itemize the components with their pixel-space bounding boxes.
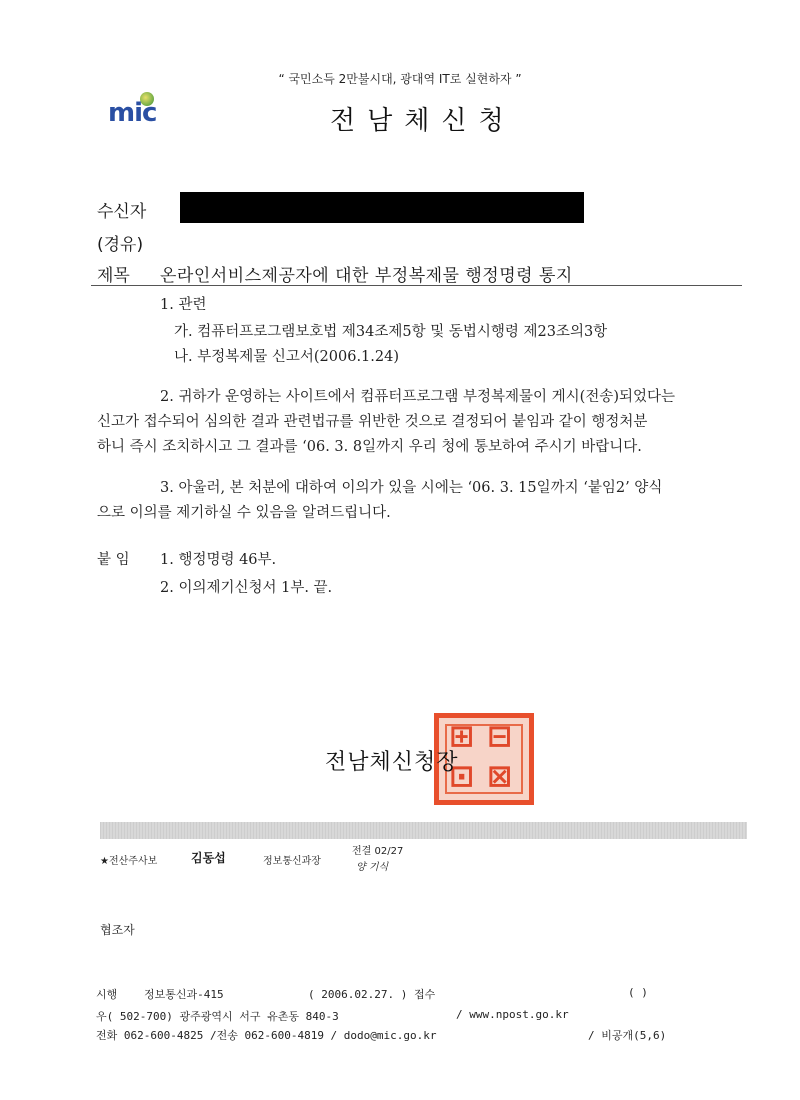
slogan: “ 국민소득 2만불시대, 광대역 IT로 실현하자 ” [278, 72, 522, 86]
p3-line-2: 으로 이의를 제기하실 수 있음을 알려드립니다. [97, 505, 391, 521]
p1-item-a: 가. 컴퓨터프로그램보호법 제34조제5항 및 동법시행령 제23조의3항 [174, 324, 608, 340]
enforce-date: ( 2006.02.27. ) 접수 [308, 988, 436, 1001]
signature-title: 전남체신청장 [325, 750, 459, 775]
p2-line-2: 신고가 접수되어 심의한 결과 관련법규를 위반한 것으로 결정되어 붙임과 같이 행정처분 [97, 414, 648, 430]
enforce-number: 정보통신과-415 [144, 988, 224, 1001]
attachments-label: 붙 임 [97, 552, 130, 568]
drafter-name: 김동섭 [191, 851, 226, 865]
p2-line-3: 하니 즉시 조치하시고 그 결과를 ‘06. 3. 8일까지 우리 청에 통보하여 주시기 바랍니다. [97, 439, 642, 455]
p1-title: 1. 관련 [160, 297, 207, 313]
decision-label: 전결 02/27 [352, 846, 404, 857]
mic-logo [106, 92, 170, 132]
redacted-recipient [180, 192, 584, 223]
subject-label: 제목 [97, 266, 130, 286]
recipient-label: 수신자 [97, 202, 147, 222]
via-label: (경유) [97, 235, 144, 255]
website: / www.npost.go.kr [456, 1008, 569, 1021]
disclosure: / 비공개(5,6) [588, 1029, 667, 1042]
p2-line-1: 2. 귀하가 운영하는 사이트에서 컴퓨터프로그램 부정복제물이 게시(전송)되었다는 [160, 389, 676, 405]
receipt-field: ( ) [628, 986, 648, 999]
cooperation-label: 협조자 [100, 923, 135, 937]
postal-address: 우( 502-700) 광주광역시 서구 유촌동 840-3 [96, 1010, 339, 1023]
reviewer-role: 정보통신과장 [263, 856, 321, 867]
approval-band [100, 822, 747, 839]
enforce-label: 시행 [96, 988, 118, 1001]
subject-divider [91, 285, 742, 286]
subject-text: 온라인서비스제공자에 대한 부정복제물 행정명령 통지 [160, 266, 573, 286]
attachment-item-1: 1. 행정명령 46부. [160, 552, 277, 568]
logo-text: mic [108, 98, 157, 128]
reviewer-signature: 양 기식 [356, 862, 389, 873]
p1-item-b: 나. 부정복제물 신고서(2006.1.24) [174, 349, 399, 365]
p3-line-1: 3. 아울러, 본 처분에 대하여 이의가 있을 시에는 ‘06. 3. 15일까지 ‘붙임2’ 양식 [160, 480, 663, 496]
contact-line: 전화 062-600-4825 /전송 062-600-4819 / dodo@mic.go.kr [96, 1029, 437, 1042]
drafter-role: ★전산주사보 [100, 856, 158, 867]
official-seal: ⊞ ⊟ ⊡ ⊠ [434, 713, 534, 805]
attachment-item-2: 2. 이의제기신청서 1부. 끝. [160, 580, 333, 596]
agency-name: 전남체신청 [330, 106, 516, 136]
